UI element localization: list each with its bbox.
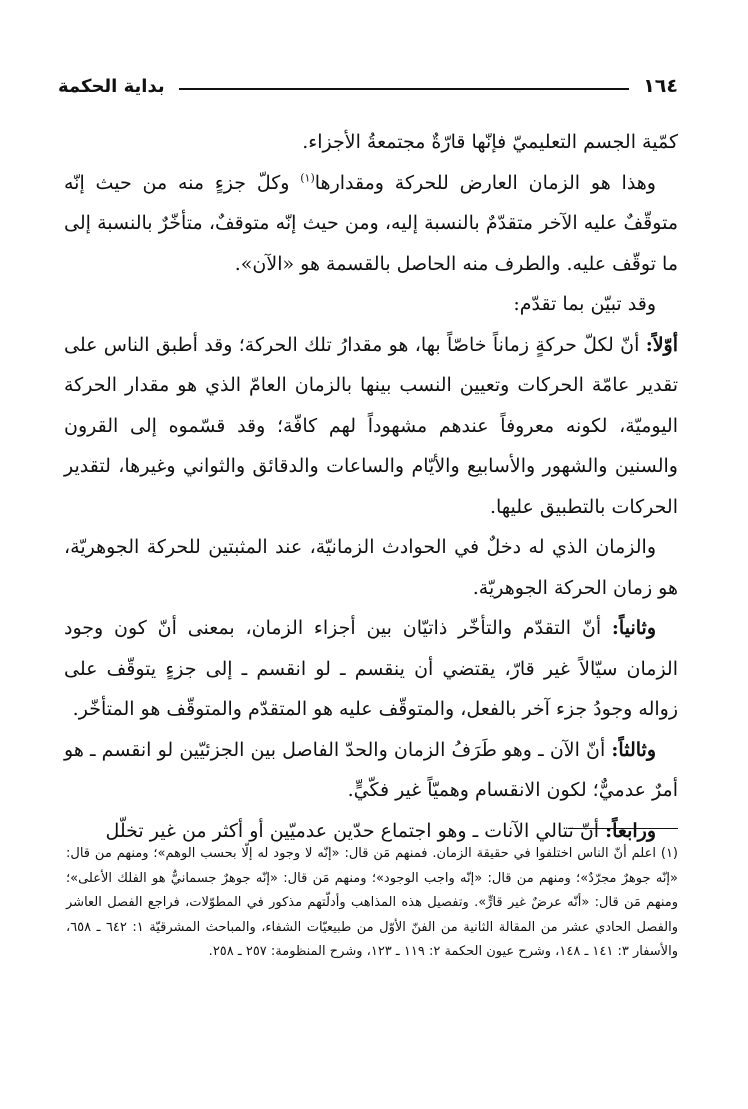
paragraph-2-part-2: وكلّ جزءٍ منه من حيث إنّه متوقّفٌ عليه الآخر متقدّمٌ بالنسبة إليه، ومن حيث إنّه متوقفٌ، متأخّرٌ بالنسبة إلى ما توقّف عليه. والطرف منه الحاصل بالقسمة هو «الآن».: [64, 171, 678, 275]
paragraph-4-lead: أوّلاً:: [645, 333, 678, 356]
paragraph-5: والزمان الذي له دخلٌ في الحوادث الزمانيّة، عند المثبتين للحركة الجوهريّة، هو زمان الحركة الجوهريّة.: [64, 536, 678, 599]
paragraph-2-part-1: وهذا هو الزمان العارض للحركة ومقدارها: [314, 171, 656, 194]
paragraph-7-text: أنّ الآن ـ وهو طَرَفُ الزمان والحدّ الفاصل بين الجزئيّين لو انقسم ـ هو أمرٌ عدميٌّ؛ لكون الانقسام وهميّاً غير فكّيٍّ.: [64, 738, 678, 801]
paragraph-1: كمّية الجسم التعليميّ فإنّها قارّةٌ مجتمعةُ الأجزاء.: [302, 131, 678, 153]
paragraph-7-lead: وثالثاً:: [611, 738, 656, 761]
book-title: بداية الحكمة: [58, 75, 165, 97]
running-header: [58, 72, 678, 100]
paragraph-6-lead: وثانياً:: [611, 617, 656, 639]
paragraph-4-text: أنّ لكلّ حركةٍ زماناً خاصّاً بها، هو مقدارُ تلك الحركة؛ وقد أطبق الناس على تقدير عامّة الحركات وتعيين النسب بينها بالزمان العامّ الذي هو مقدار الحركة اليوميّة، لكونه معروفاً عندهم مشهوداً لهم كافّة؛ وقد قسّموه إلى القرون والسنين والشهور والأسابيع والأيّام والساعات والدقائق والثواني وغيرها، لتقدير الحركات بالتطبيق عليها.: [64, 333, 678, 518]
paragraph-8-lead: ورابعاً:: [605, 819, 656, 842]
paragraph-6: [64, 608, 678, 730]
header-rule: [179, 88, 630, 90]
paragraph-6-text: أنّ التقدّم والتأخّر ذاتيّان بين أجزاء الزمان، بمعنى أنّ كون وجود الزمان سيّالاً غير قارّ، يقتضي أن ينقسم ـ لو انقسم ـ إلى جزءٍ يتوقّف على زواله وجودُ جزء آخر بالفعل، والمتوقّف عليه هو المتقدّم والمتوقّف هو المتأخّر.: [64, 617, 678, 720]
main-text: [64, 122, 678, 851]
footnote-reference[interactable]: (١): [300, 171, 315, 185]
paragraph-8-text: أنّ تتالي الآنات ـ وهو اجتماع حدّين عدميّين أو أكثر من غير تخلّل: [105, 819, 606, 842]
paragraph-3: وقد تبيّن بما تقدّم:: [513, 293, 656, 315]
paragraph-7: [64, 730, 678, 811]
page-number: ١٦٤: [643, 75, 678, 97]
paragraph-2: [64, 163, 678, 285]
footnote: (١) اعلم أنّ الناس اختلفوا في حقيقة الزمان. فمنهم مَن قال: «إنّه لا وجود له إلّا بحسب الوهم»؛ ومنهم من قال: «إنّه جوهرٌ مجرّدٌ»؛ ومنهم من قال: «إنّه واجب الوجود»؛ ومنهم مَن قال: «إنّه جوهرٌ جسمانيٌّ هو الفلك الأعلى»؛ ومنهم مَن قال: «أنّه عرضٌ غير قارٍّ». وتفصيل هذه المذاهب وأدلّتهم مذكور في المطوّلات، فراجع الفصل العاشر والفصل الحادي عشر من المقالة الثانية من الفنّ الأوّل من طبيعيّات الشفاء، والمباحث المشرقيّة ١: ٦٤٢ ـ ٦٥٨، والأسفار ٣: ١٤١ ـ ١٤٨، وشرح عيون الحكمة ٢: ١١٩ ـ ١٢٣، وشرح المنظومة: ٢٥٧ ـ ٢٥٨.: [66, 846, 679, 959]
paragraph-4: [64, 325, 678, 528]
footnote-divider: [568, 828, 678, 829]
